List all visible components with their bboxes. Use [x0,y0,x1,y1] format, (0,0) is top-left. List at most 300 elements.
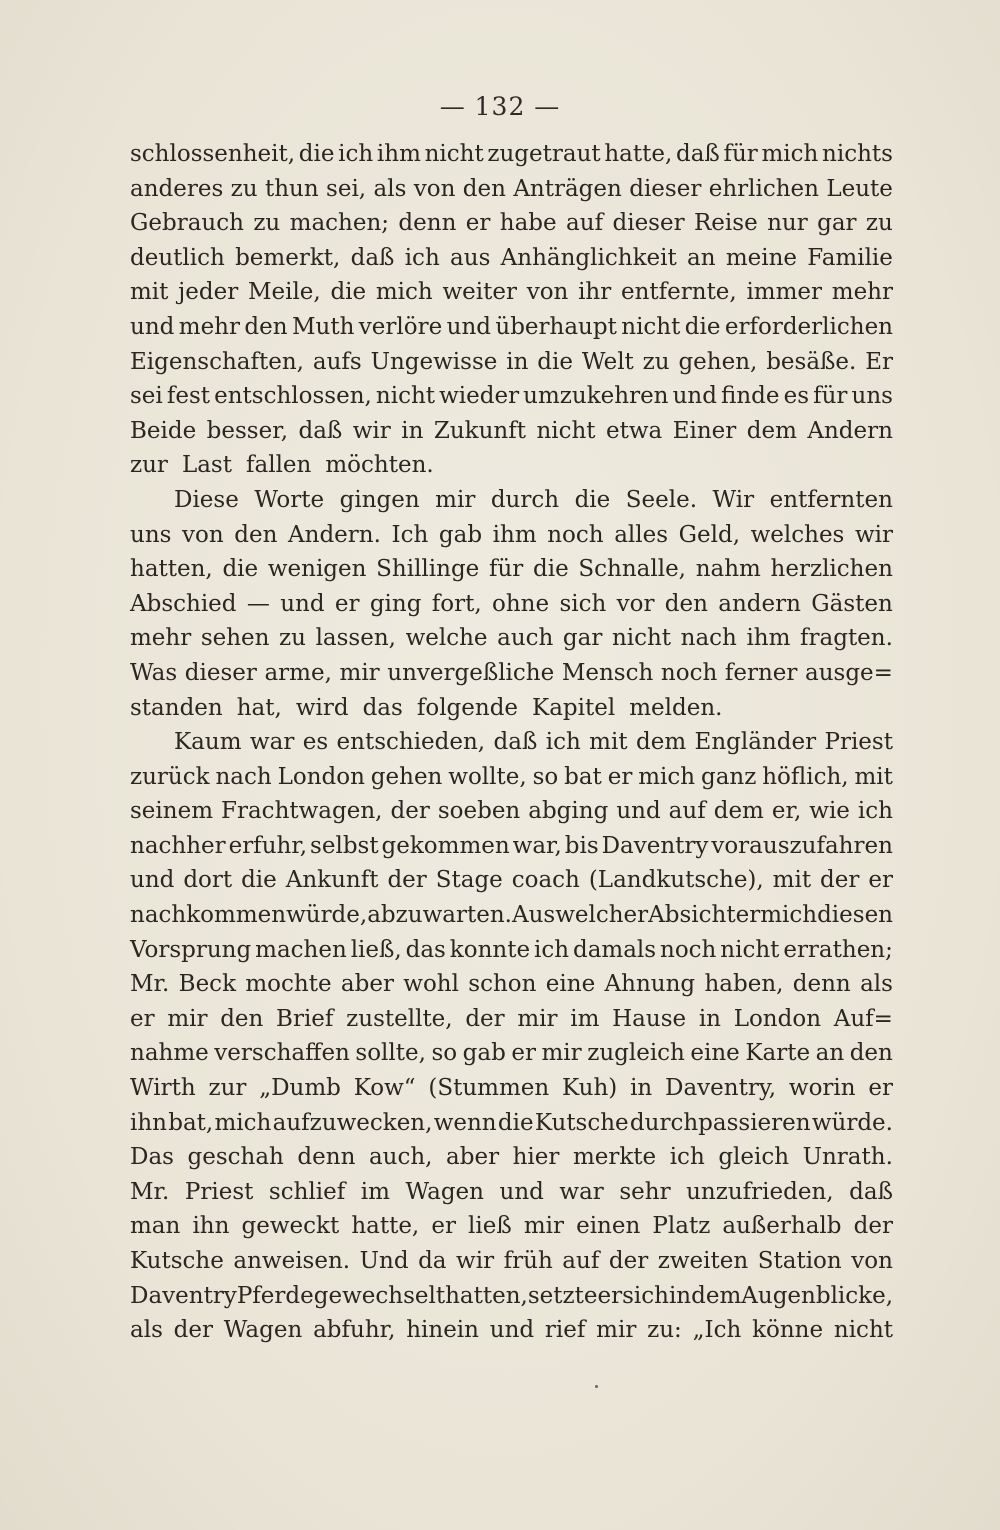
text-line [130,1175,893,1210]
word: ihm [746,625,791,652]
word: auf [668,798,706,825]
word: für [813,383,848,410]
word: Geld, [678,521,740,548]
text-line [130,794,893,829]
word: er [868,867,893,894]
word: eine [545,971,596,998]
word: erfuhr, [228,832,308,859]
word: entschieden, [336,729,486,756]
word: an [815,1040,845,1067]
word: verschaffen [214,1040,350,1067]
word: höflich, [762,763,849,790]
word: mir [523,1213,564,1240]
word: ich [338,141,374,167]
word: wieder [439,383,520,410]
word: zu: [647,1317,682,1344]
text-line [130,206,893,241]
word: hier [512,1144,560,1171]
word: Gebrauch [130,210,244,237]
word: dem [713,798,764,825]
word: von [182,521,224,548]
text-line [130,518,893,553]
word: die [684,313,721,340]
word: „Dumb [259,1075,341,1102]
word: er [735,902,761,929]
word: Ungewisse [370,348,498,375]
word: dieser [612,210,685,237]
word: zu [230,175,258,202]
word: ich [545,729,581,756]
word: eine [690,1040,740,1067]
text-line [130,656,893,691]
word: schlossenheit, [130,141,296,167]
word: machen; [289,210,390,237]
word: überhaupt [495,313,617,340]
word: denn [297,1144,356,1171]
word: entschlossen, [214,383,372,410]
word: Gästen [811,590,893,617]
word: wollte, [448,763,527,790]
word: coach [511,867,580,894]
word: erforderlichen [724,313,893,340]
word: nachkommen [130,902,287,929]
word: ihn [192,1213,230,1240]
text-line [130,691,893,726]
word: ferner [724,659,798,686]
word: Ankunft [285,867,379,894]
word: ich [669,1144,705,1171]
word: er [511,1040,536,1067]
word: Wagen [223,1317,303,1344]
word: Augenblicke, [741,1282,894,1309]
word: mehr [831,279,893,306]
word: Anträgen [513,175,622,202]
word: Karte [745,1040,811,1067]
word: den [462,175,506,202]
text-line [130,1279,893,1314]
word: der [608,1248,649,1274]
word: mir [435,486,476,513]
text-line [130,137,893,172]
word: in [698,1005,721,1032]
word: mochte [245,971,332,998]
word: mir [596,1317,637,1344]
word: habe [499,210,557,237]
word: fort, [431,590,482,617]
word: mit [589,729,628,756]
word: Daventry, [665,1075,777,1102]
word: dort [183,867,233,894]
text-line [130,275,893,310]
word: Worte [254,486,325,513]
word: durch [490,486,560,513]
word: bis [564,832,599,859]
text-line [130,967,893,1002]
word: zugleich [587,1040,685,1067]
word: Daventry [130,1282,237,1309]
word: die [330,279,367,306]
word: zu [279,625,306,652]
word: hatten, [130,556,213,583]
word: Unrath. [802,1144,893,1171]
word: Andern. [288,521,381,548]
word: schlief [268,1178,346,1205]
text-line [130,379,893,414]
word: das [362,694,403,721]
word: schon [468,971,537,998]
word: haben, [704,971,784,998]
word: melden. [629,694,723,721]
word: Abschied [130,590,237,617]
word: hatte, [604,141,673,167]
word: ließ, [350,936,402,963]
word: Station [757,1248,842,1274]
word: seinem [130,798,214,825]
word: deutlich [130,244,225,271]
text-line [130,483,893,518]
word: abging [528,798,609,825]
word: Er [865,348,893,375]
word: außerhalb [722,1213,842,1240]
word: und [280,590,325,617]
word: Ich [391,521,429,548]
word: wie [809,798,850,825]
word: den [244,313,288,340]
word: gab [438,521,483,548]
word: Stage [435,867,503,894]
word: uns [851,383,893,410]
word: der [387,867,427,894]
word: den [234,521,278,548]
word: Frachtwagen, [221,798,383,825]
word: standen [130,694,223,721]
word: die [537,348,573,375]
word: die [222,556,259,583]
page-number: — 132 — [439,92,561,121]
word: daß [493,729,538,756]
word: mehr [178,313,240,340]
word: Priest [184,1178,254,1205]
word: gar [562,625,603,652]
text-line [130,448,893,483]
word: die [298,141,335,167]
word: nicht [611,625,672,652]
word: hinein [406,1317,479,1344]
word: mich [375,279,433,306]
word: herzlichen [770,556,893,583]
word: dem [691,1282,742,1309]
word: der [173,1317,213,1344]
text-line [130,725,893,760]
word: ehrlichen [708,175,819,202]
word: unzufrieden, [686,1178,834,1205]
word: gewechselt [313,1282,446,1309]
word: hatte, [351,1213,420,1240]
word: Ahnung [604,971,696,998]
text-line [130,1313,893,1348]
word: würde, [286,902,368,929]
word: da [418,1248,447,1274]
word: Reise [693,210,758,237]
word: aufs [312,348,362,375]
word: ich [533,936,570,963]
word: dieser [629,175,702,202]
word: früh [503,1248,553,1274]
word: (Stummen [428,1075,550,1102]
word: er [431,1213,456,1240]
text-line [130,1106,893,1141]
word: Mensch [561,659,654,686]
word: aufzuwecken, [272,1109,433,1136]
word: denn [398,210,457,237]
text-line [130,345,893,380]
word: die [574,486,611,513]
word: damals [572,936,657,963]
word: fragten. [800,625,893,652]
text-line [130,1036,893,1071]
word: London [733,1005,822,1032]
word: war, [512,832,562,859]
word: für [488,556,524,583]
word: vorauszufahren [711,832,893,859]
text-line [130,241,893,276]
word: sei [130,383,163,410]
word: der [390,798,430,825]
word: zurück [130,763,210,790]
word: bat, [168,1109,214,1136]
word: uns [130,521,172,548]
word: war [559,1178,604,1205]
text-line [130,863,893,898]
word: daß [298,417,343,444]
text-line [130,310,893,345]
word: der [465,1005,505,1032]
word: Absicht [648,902,736,929]
word: auf [566,210,604,237]
word: merkte [572,1144,657,1171]
word: gekommen [381,832,510,859]
word: durchpassieren [629,1109,811,1136]
word: sehen [200,625,270,652]
word: er [465,210,491,237]
word: und [130,867,175,894]
text-line [130,1244,893,1279]
word: für [723,141,758,167]
word: meine [725,244,798,271]
word: ausge= [805,659,893,686]
word: der [853,1213,893,1240]
word: anderes [130,175,224,202]
word: aus [450,244,491,271]
word: auch, [368,1144,433,1171]
word: Schnalle, [578,556,686,583]
word: das [405,936,446,963]
word: die [241,867,277,894]
word: dem [746,417,797,444]
word: Muth [291,313,355,340]
word: Wagen [405,1178,484,1205]
text-line [130,898,893,933]
word: die [497,1109,534,1136]
word: gingen [339,486,420,513]
word: besser, [206,417,289,444]
word: und [499,1178,544,1205]
word: ohne [492,590,550,617]
word: ihn [130,1109,167,1136]
word: wir [352,417,391,444]
text-line [130,172,893,207]
word: aber [446,1144,500,1171]
word: Daventry [601,832,709,859]
word: Vorsprung [130,936,252,963]
text-line [130,1071,893,1106]
text-line [130,414,893,449]
word: „Ich [692,1317,742,1344]
word: sich [559,590,607,617]
text-line [130,1140,893,1175]
word: Seele. [625,486,698,513]
word: Mr. [130,971,170,998]
word: in [401,417,424,444]
word: aber [340,971,394,998]
word: ich [404,244,440,271]
word: den [220,1005,264,1032]
word: einen [576,1213,641,1240]
word: sei, [326,175,367,202]
word: entfernten [769,486,893,513]
word: in [506,348,529,375]
word: Wir [712,486,755,513]
word: noch [660,936,717,963]
word: der [820,867,860,894]
word: Pferde [236,1282,314,1309]
word: soeben [437,798,521,825]
word: Last [181,452,232,479]
word: nicht [375,383,436,410]
word: verlöre [358,313,443,340]
word: er, [771,798,802,825]
word: wenigen [267,556,367,583]
word: zu [642,348,670,375]
word: von [413,175,456,202]
word: wohl [403,971,459,998]
word: vor [616,590,655,617]
word: mich [638,763,696,790]
word: — [246,590,270,617]
word: sich [622,1282,669,1309]
word: zur [208,1075,247,1102]
word: thun [264,175,319,202]
word: Kutsche [534,1109,629,1136]
word: geweckt [241,1213,340,1240]
word: Priest [824,729,893,756]
word: so [431,1040,458,1067]
word: man [130,1213,181,1240]
word: diesen [817,902,893,929]
word: abfuhr, [313,1317,396,1344]
word: folgende [416,694,519,721]
word: Das [130,1144,174,1171]
word: ihr [578,279,612,306]
word: nicht [424,141,484,167]
word: London [277,763,365,790]
word: mit [854,763,893,790]
word: arme, [264,659,332,686]
word: Kapitel [532,694,616,721]
word: Was [130,659,178,686]
word: als [860,971,893,998]
word: Leute [826,175,893,202]
word: es [783,383,810,410]
word: er [334,590,360,617]
word: er [130,1005,155,1032]
word: wird [295,694,349,721]
word: fest [166,383,211,410]
word: etwa [606,417,663,444]
word: bat [564,763,602,790]
word: von [526,279,569,306]
word: welches [750,521,845,548]
word: könne [752,1317,824,1344]
word: zu [865,210,893,237]
word: ganz [700,763,757,790]
word: Mr. [130,1178,170,1205]
word: hat, [236,694,282,721]
word: Und [359,1248,409,1274]
body-text [130,137,893,1348]
word: Welt [581,348,634,375]
text-line [130,587,893,622]
word: hatten, [445,1282,528,1309]
text-line [130,933,893,968]
word: andern [718,590,801,617]
word: nicht [621,313,681,340]
text-line [130,552,893,587]
word: als [130,1317,163,1344]
word: entfernte, [620,279,737,306]
word: Familie [807,244,893,271]
word: und [446,313,491,340]
word: ließ [468,1213,512,1240]
word: daß [675,141,720,167]
word: anweisen. [233,1248,351,1274]
word: er [597,1282,623,1309]
word: mehr [130,625,192,652]
word: Hause [612,1005,687,1032]
word: Diese [174,486,239,513]
word: gar [817,210,857,237]
word: wenn [433,1109,497,1136]
word: worin [788,1075,856,1102]
word: war [249,729,295,756]
word: mir [541,1040,582,1067]
word: noch [660,659,718,686]
word: gleich [718,1144,790,1171]
word: Kutsche [130,1248,224,1274]
word: als [373,175,407,202]
word: in [668,1282,692,1309]
word: und [616,798,661,825]
word: Wirth [130,1075,196,1102]
word: alles [614,521,669,548]
word: Beide [130,417,197,444]
word: jeder [178,279,239,306]
text-line [130,829,893,864]
word: errathen; [783,936,893,963]
word: würde. [811,1109,893,1136]
word: so [532,763,559,790]
word: nicht [536,417,596,444]
